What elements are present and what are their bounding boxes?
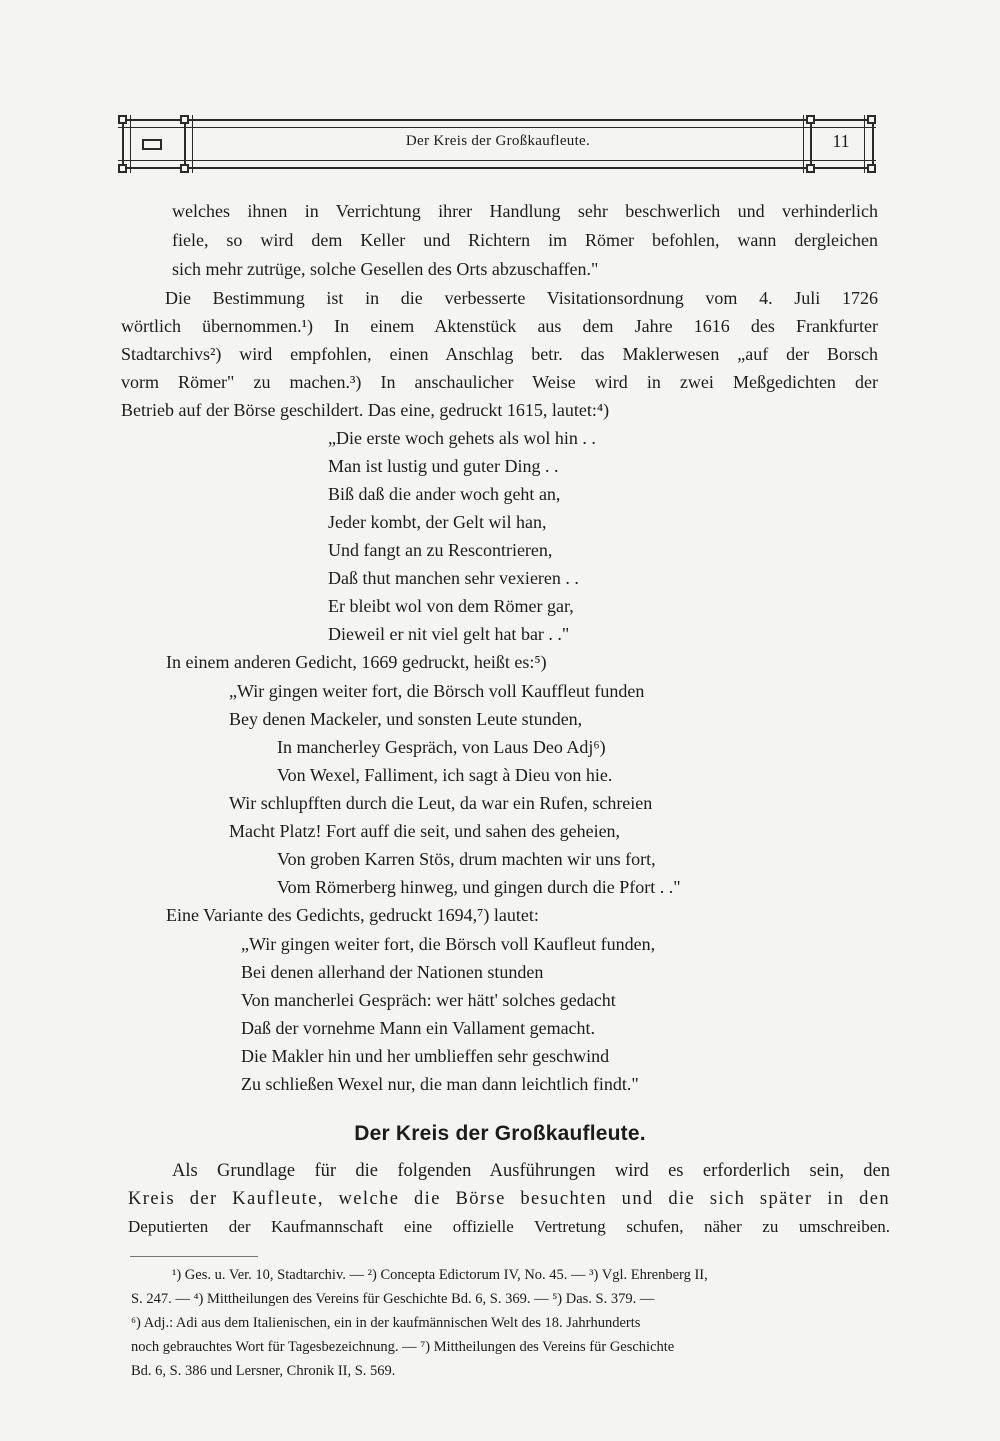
header-divider-right-inner: [803, 115, 804, 173]
footnote-line: Bd. 6, S. 386 und Lersner, Chronik II, S. 569.: [131, 1363, 396, 1379]
verse-line: Zu schließen Wexel nur, die man dann leichtlich findt.": [241, 1074, 639, 1094]
header-divider-left-inner: [192, 115, 193, 173]
text-line: wörtlich übernommen.¹) In einem Aktenstück aus dem Jahre 1616 des Frankfurter: [121, 316, 878, 336]
text-line: In einem anderen Gedicht, 1669 gedruckt, heißt es:⁵): [166, 652, 547, 672]
text-line: sich mehr zutrüge, solche Gesellen des Orts abzuschaffen.": [172, 259, 599, 279]
verse-line: Wir schlupfften durch die Leut, da war ein Rufen, schreien: [229, 793, 653, 813]
verse-line: Daß thut manchen sehr vexieren . .: [328, 568, 579, 588]
verse-line: Macht Platz! Fort auff die seit, und sahen des geheien,: [229, 821, 621, 841]
header-right-rule: [872, 119, 874, 169]
footnote-line: ⁶) Adj.: Adi aus dem Italienischen, ein in der kaufmännischen Welt des 18. Jahrhunderts: [131, 1315, 641, 1331]
text-line: Stadtarchivs²) wird empfohlen, einen Anschlag betr. das Maklerwesen „auf der Borsch: [121, 344, 878, 364]
header-inner-top-rule: [118, 127, 876, 128]
verse-line: Von groben Karren Stös, drum machten wir uns fort,: [277, 849, 656, 869]
text-line: Betrieb auf der Börse geschildert. Das eine, gedruckt 1615, lautet:⁴): [121, 400, 610, 420]
header-corner-ornament: [118, 164, 127, 173]
header-left-rule: [122, 119, 124, 169]
section-heading: Der Kreis der Großkaufleute.: [354, 1122, 646, 1145]
text-line: fiele, so wird dem Keller und Richtern im Römer befohlen, wann dergleichen: [172, 230, 878, 250]
page-number: 11: [832, 131, 850, 151]
verse-line: Und fangt an zu Rescontrieren,: [328, 540, 553, 560]
header-inner-bottom-rule: [118, 160, 876, 161]
verse-line: „Wir gingen weiter fort, die Börsch voll Kaufleut funden,: [241, 934, 656, 954]
header-corner-ornament: [806, 115, 815, 124]
verse-line: Bei denen allerhand der Nationen stunden: [241, 962, 544, 982]
verse-line: Die Makler hin und her umblieffen sehr geschwind: [241, 1046, 610, 1066]
text-line: Als Grundlage für die folgenden Ausführungen wird es erforderlich sein, den: [172, 1161, 890, 1181]
running-title: Der Kreis der Großkaufleute.: [405, 133, 591, 149]
text-line: Deputierten der Kaufmannschaft eine offizielle Vertretung schufen, näher zu umschreiben.: [128, 1217, 890, 1236]
verse-line: Jeder kombt, der Gelt wil han,: [328, 512, 547, 532]
text-line: Eine Variante des Gedichts, gedruckt 1694,⁷) lautet:: [166, 905, 539, 925]
verse-line: Von Wexel, Falliment, ich sagt à Dieu von hie.: [277, 765, 613, 785]
verse-line: Biß daß die ander woch geht an,: [328, 484, 561, 504]
header-corner-ornament: [806, 164, 815, 173]
page-header-frame: [118, 115, 876, 175]
header-emblem: [142, 139, 162, 150]
header-left-inner-rule: [130, 115, 131, 173]
header-corner-ornament: [180, 164, 189, 173]
verse-line: Vom Römerberg hinweg, und gingen durch die Pfort . .": [277, 877, 681, 897]
verse-line: Man ist lustig und guter Ding . .: [328, 456, 559, 476]
header-corner-ornament: [867, 115, 876, 124]
verse-line: Daß der vornehme Mann ein Vallament gemacht.: [241, 1018, 596, 1038]
header-corner-ornament: [180, 115, 189, 124]
verse-line: „Wir gingen weiter fort, die Börsch voll Kauffleut funden: [229, 681, 645, 701]
header-corner-ornament: [867, 164, 876, 173]
header-corner-ornament: [118, 115, 127, 124]
verse-line: Er bleibt wol von dem Römer gar,: [328, 596, 574, 616]
verse-line: In mancherley Gespräch, von Laus Deo Adj⁶): [277, 737, 606, 757]
footnote-line: noch gebrauchtes Wort für Tagesbezeichnung. — ⁷) Mittheilungen des Vereins für Geschichte: [131, 1339, 675, 1355]
verse-line: „Die erste woch gehets als wol hin . .: [328, 428, 596, 448]
verse-line: Dieweil er nit viel gelt hat bar . .": [328, 624, 570, 644]
header-divider-left: [184, 119, 186, 169]
footnote-rule: [130, 1256, 258, 1257]
verse-line: Bey denen Mackeler, und sonsten Leute stunden,: [229, 709, 583, 729]
footnote-line: ¹) Ges. u. Ver. 10, Stadtarchiv. — ²) Concepta Edictorum IV, No. 45. — ³) Vgl. Ehrenberg II,: [172, 1267, 708, 1283]
header-bottom-rule: [122, 167, 874, 169]
text-line: vorm Römer" zu machen.³) In anschaulicher Weise wird in zwei Meßgedichten der: [121, 372, 878, 392]
text-line: welches ihnen in Verrichtung ihrer Handlung sehr beschwerlich und verhinderlich: [172, 201, 878, 221]
text-line: Die Bestimmung ist in die verbesserte Visitationsordnung vom 4. Juli 1726: [165, 288, 878, 308]
text-line: Kreis der Kaufleute, welche die Börse besuchten und die sich später in den: [128, 1189, 890, 1209]
footnote-line: S. 247. — ⁴) Mittheilungen des Vereins für Geschichte Bd. 6, S. 369. — ⁵) Das. S. 379. —: [131, 1291, 655, 1307]
verse-line: Von mancherlei Gespräch: wer hätt' solches gedacht: [241, 990, 616, 1010]
header-top-rule: [122, 119, 874, 121]
